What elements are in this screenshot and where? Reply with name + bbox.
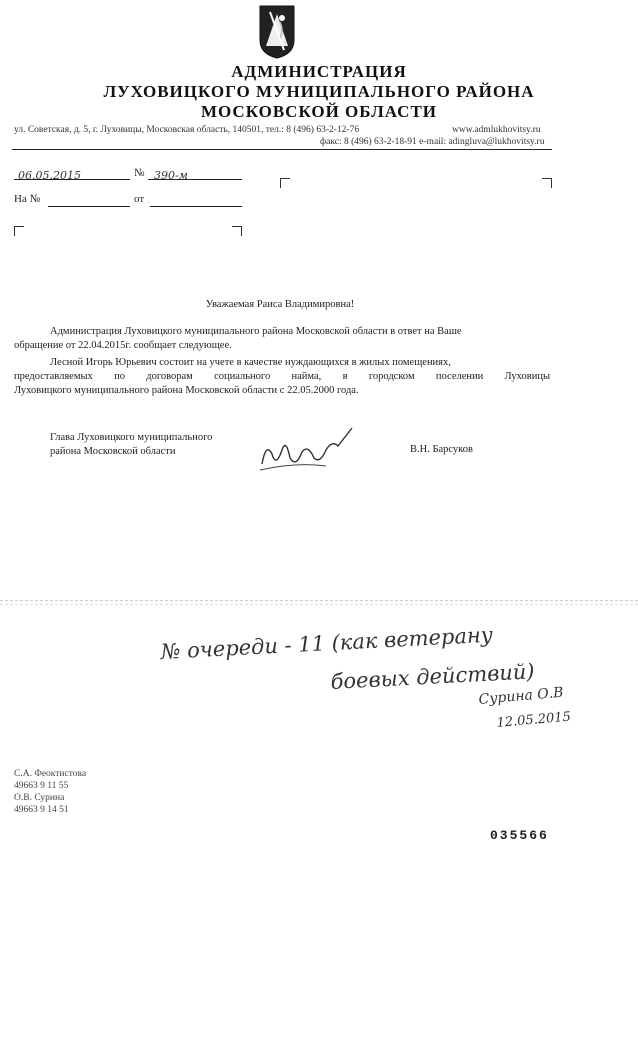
number-sign: № [134,167,145,179]
contacts-block [14,768,86,816]
corner-mark [542,178,552,188]
in-reply-label: На № [14,193,41,205]
coat-of-arms-icon [258,4,296,60]
paragraph-1-line1: Администрация Луховицкого муниципального района Московской области в ответ на Ваше [50,326,462,337]
org-title-line2: ЛУХОВИЦКОГО МУНИЦИПАЛЬНОГО РАЙОНА [103,82,535,101]
contact-line: 49663 9 11 55 [14,781,69,791]
handwritten-note-line2: боевых действий) [330,659,536,694]
from-label: от [134,193,145,205]
handwritten-note-date: 12.05.2015 [496,709,572,731]
corner-mark [280,178,290,188]
contact-line: О.В. Сурина [14,793,65,803]
from-field [150,193,242,207]
number-value: 390-м [154,169,188,182]
header-divider [12,149,552,150]
signer-title-line2: района Московской области [50,446,176,457]
handwritten-note-author: Сурина О.В [478,684,565,708]
corner-mark [232,226,242,236]
paragraph-2-line2: предоставляемых по договорам социального найма, в городском поселении Луховицы [14,371,550,382]
number-field [148,166,242,180]
org-fax-email: факс: 8 (496) 63-2-18-91 e-mail: adingluva@lukhovitsy.ru [320,137,545,147]
paragraph-1-line2: обращение от 22.04.2015г. сообщает следующее. [14,340,232,351]
form-serial-number: 035566 [490,828,549,843]
org-address: ул. Советская, д. 5, г. Луховицы, Московская область, 140501, тел.: 8 (496) 63-2-12-76 [14,125,360,135]
paragraph-2-line3: Луховицкого муниципального района Московской области с 22.05.2000 года. [14,385,359,396]
paragraph-2-line1: Лесной Игорь Юрьевич состоит на учете в качестве нуждающихся в жилых помещениях, [50,357,451,368]
signer-title-line1: Глава Луховицкого муниципального [50,432,213,443]
scan-artifact-line [0,600,638,601]
date-field [14,166,130,180]
contact-line: С.А. Феоктистова [14,769,87,779]
contact-line: 49663 9 14 51 [14,805,69,815]
date-value: 06.05.2015 [18,169,81,182]
org-title-line1: АДМИНИСТРАЦИЯ [231,62,407,81]
org-title-line3: МОСКОВСКОЙ ОБЛАСТИ [200,102,438,121]
scan-artifact-line [0,604,638,605]
signature-scribble-icon [256,424,356,476]
in-reply-field [48,193,130,207]
handwritten-note-line1: № очереди - 11 (как ветерану [160,622,494,664]
org-website: www.admlukhovitsy.ru [452,125,541,135]
signer-name: В.Н. Барсуков [410,444,473,455]
corner-mark [14,226,24,236]
greeting: Уважаемая Раиса Владимировна! [205,299,355,310]
